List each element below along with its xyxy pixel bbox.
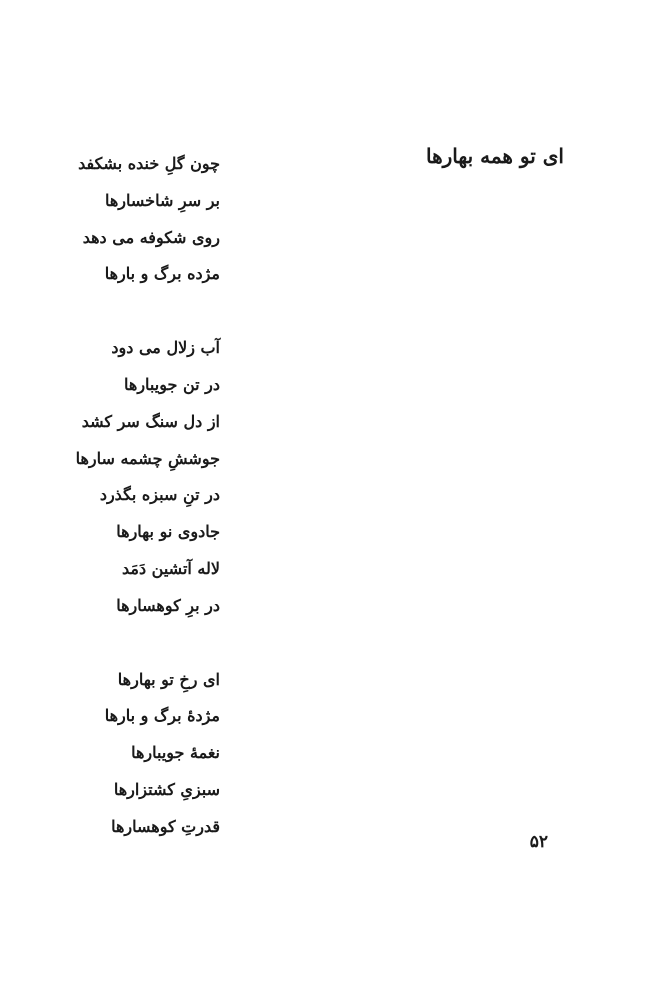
poem-line: ای رخِ تو بهارها	[117, 669, 220, 689]
poem-line: در تنِ سبزه بگذرد	[99, 485, 220, 505]
poem-title: ای تو همه بهارها	[425, 144, 564, 168]
page-number: ۵۲	[529, 832, 548, 852]
poem-line: سبزیِ کشتزارها	[113, 779, 220, 799]
poem-line: نغمهٔ جویبارها	[131, 743, 220, 763]
poem-line: قدرتِ کوهسارها	[111, 816, 220, 836]
stanza-1	[76, 146, 220, 293]
poem-line: لاله آتشین دَمَد	[122, 558, 220, 578]
poem-line: مژده برگ و بارها	[104, 264, 220, 284]
poem-line: مژدهٔ برگ و بارها	[104, 706, 220, 726]
poem-line: در برِ کوهسارها	[116, 595, 220, 615]
poem-line: آب زلال می دود	[111, 338, 220, 358]
poem-line: چون گلِ خنده بشکفد	[78, 154, 220, 173]
poem-body	[76, 146, 220, 883]
poem-line: جوششِ چشمه سارها	[75, 448, 220, 468]
stanza-3	[76, 662, 220, 846]
poem-line: در تن جویبارها	[124, 374, 220, 394]
poem-line: جادوی نو بهارها	[116, 522, 220, 542]
stanza-2	[76, 330, 220, 624]
poem-line: از دل سنگ سر کشد	[81, 411, 220, 431]
poem-line: روی شکوفه می دهد	[82, 227, 220, 247]
poem-line: بر سرِ شاخسارها	[104, 190, 220, 210]
